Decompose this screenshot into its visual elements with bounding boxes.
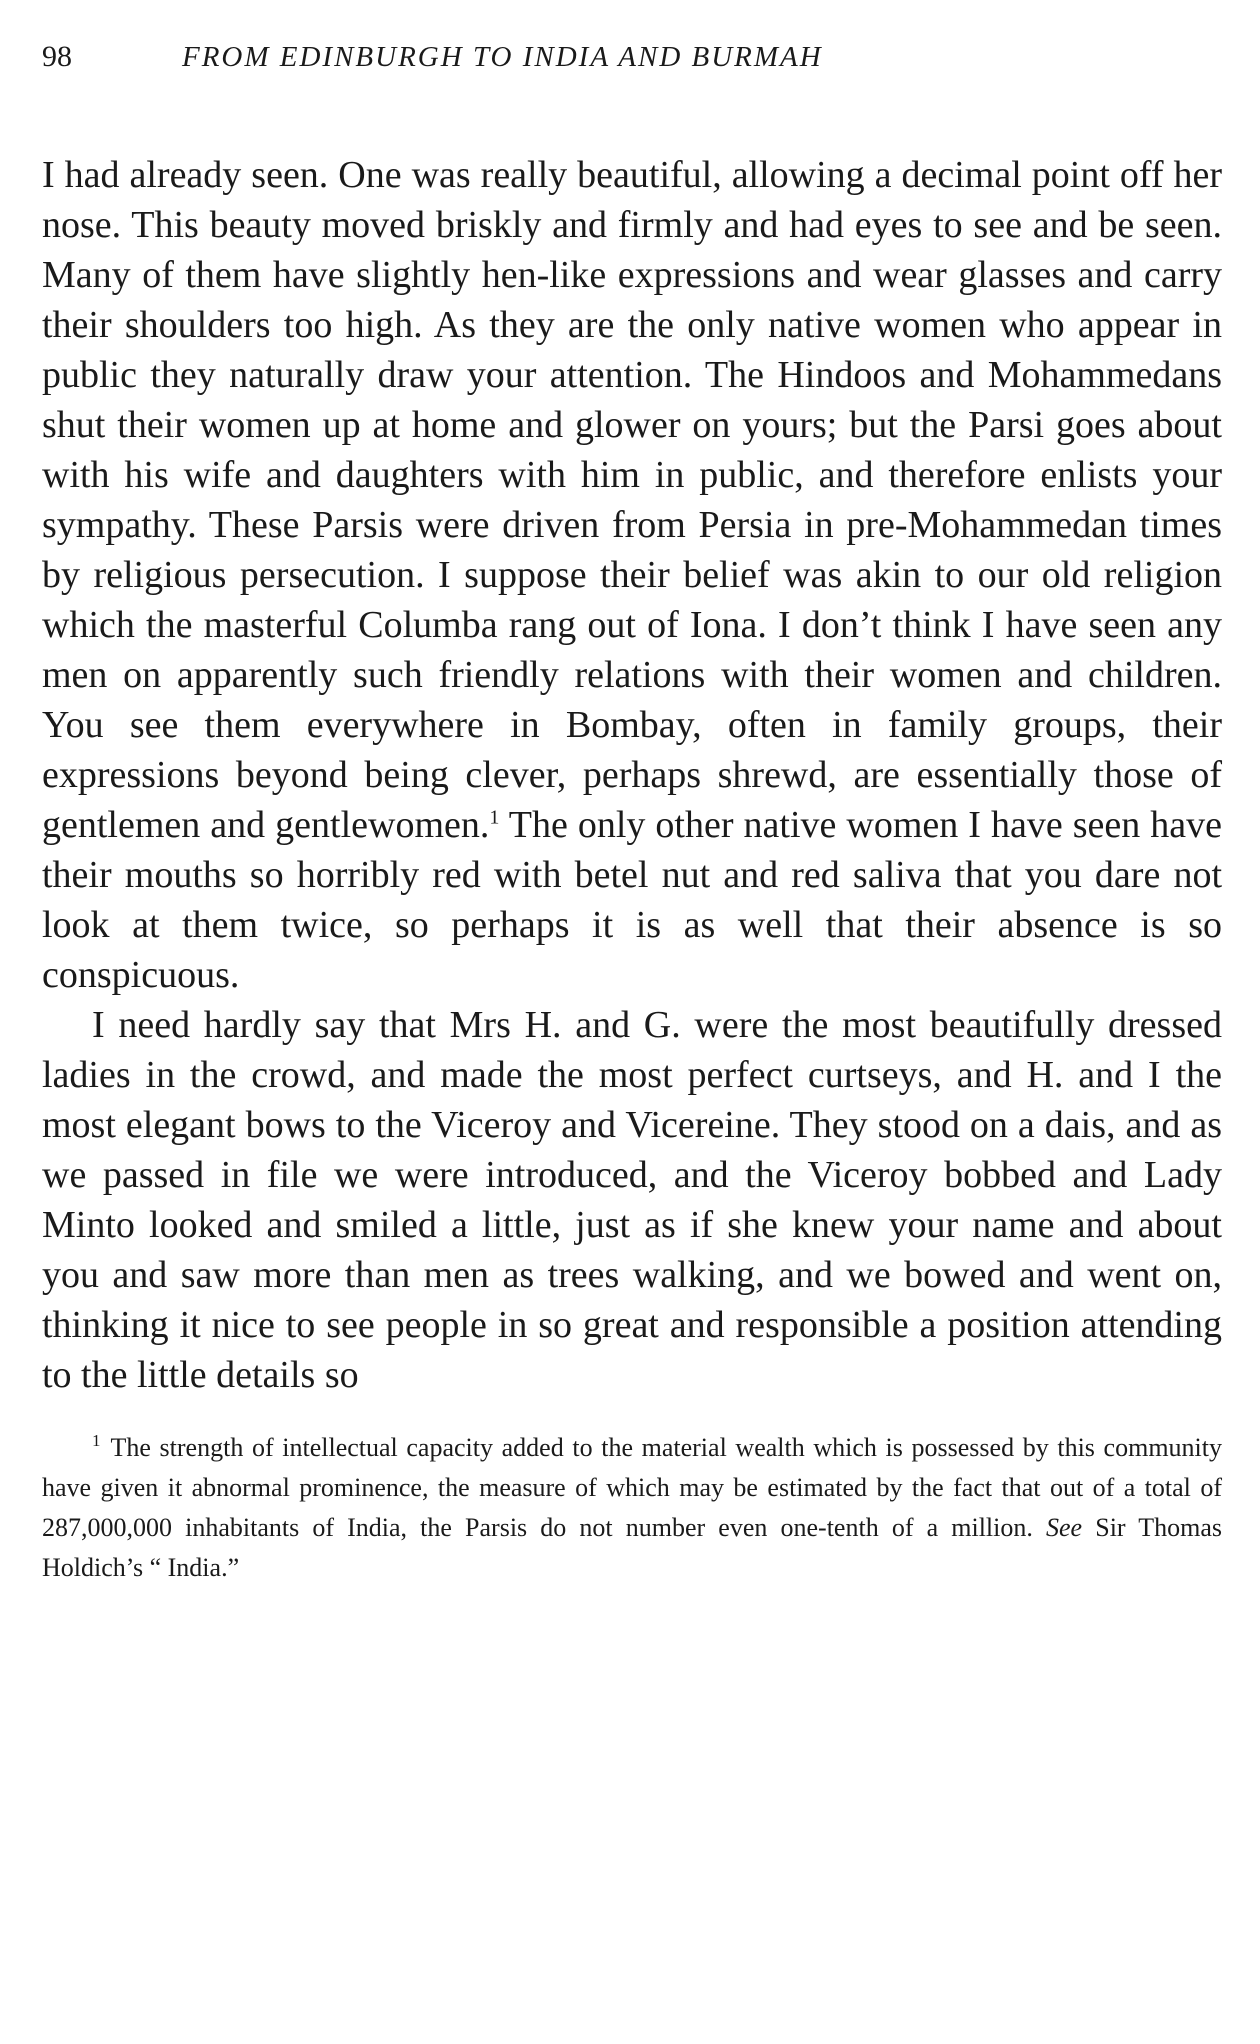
running-title: FROM EDINBURGH TO INDIA AND BURMAH bbox=[182, 41, 823, 73]
paragraph-2: I need hardly say that Mrs H. and G. were the most beautifully dressed ladies in the crowd, and made the most perfect curtseys, and H. and I the most elegant bows to the Viceroy and Vicereine. They stood on a dais, and as we passed in file we were introduced, and the Viceroy bobbed and Lady Minto looked and smiled a little, just as if she knew your name and about you and saw more than men as trees walking, and we bowed and went on, thinking it nice to see people in so great and responsible a position attending to the little details so bbox=[42, 1004, 1222, 1396]
running-head bbox=[42, 40, 1222, 96]
paragraph-1 bbox=[42, 150, 1222, 1000]
body-text bbox=[42, 150, 1222, 1400]
footnote-text: The strength of intellectual capacity added to the material wealth which is possessed by this community have given it abnormal prominence, the measure of which may be estimated by the fact that out of a total of 287,000,000 inhabitants of India, the Parsis do not number even one-tenth of a million. bbox=[42, 1433, 1222, 1542]
footnote-marker: 1 bbox=[92, 1431, 101, 1451]
footnote-see: See bbox=[1046, 1513, 1083, 1542]
footnote-paragraph bbox=[42, 1428, 1222, 1588]
page-number: 98 bbox=[42, 40, 72, 73]
paragraph-1-continuation: The only other native women I have seen have their mouths so horribly red with betel nut and red saliva that you dare not look at them twice, so perhaps it is as well that their absence is so conspicuous. bbox=[42, 804, 1222, 996]
paragraph-1-text: I had already seen. One was really beautiful, allowing a decimal point off her nose. This beauty moved briskly and firmly and had eyes to see and be seen. Many of them have slightly hen-like expressions and wear glasses and carry their shoulders too high. As they are the only native women who appear in public they naturally draw your attention. The Hindoos and Mohammedans shut their women up at home and glower on yours; but the Parsi goes about with his wife and daughters with him in public, and therefore enlists your sympathy. These Parsis were driven from Persia in pre-Mohammedan times by religious persecution. I suppose their belief was akin to our old religion which the masterful Columba rang out of Iona. I don’t think I have seen any men on apparently such friendly relations with their women and children. You see them everywhere in Bombay, often in family groups, their expressions beyond being clever, perhaps shrewd, are essentially those of gentlemen and gentlewomen. bbox=[42, 154, 1222, 846]
footnote-reference: 1 bbox=[489, 806, 500, 829]
book-page bbox=[42, 40, 1222, 1588]
footnote-citation: Sir Thomas Holdich’s “ India.” bbox=[42, 1513, 1222, 1582]
footnote bbox=[42, 1428, 1222, 1588]
